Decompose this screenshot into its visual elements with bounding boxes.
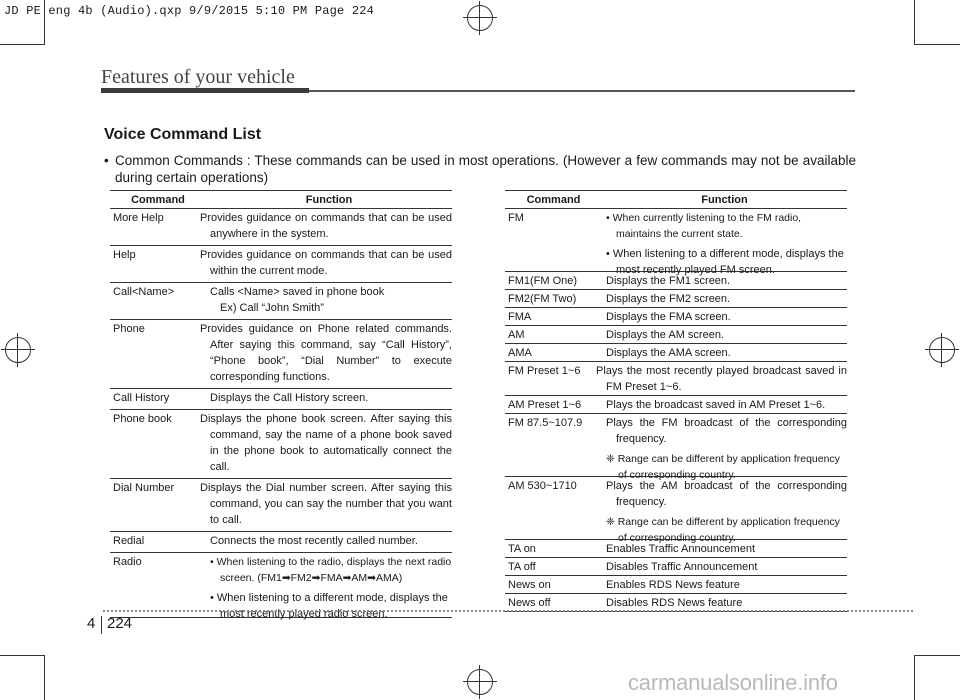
table-header	[505, 190, 847, 209]
function-text: Calls <Name> saved in phone book	[210, 286, 385, 298]
function-cell: Displays the Dial number screen. After saying this command, you can say the number that you want to call.	[200, 482, 452, 526]
command-cell: AM 530~1710	[508, 480, 577, 492]
command-cell: FM2(FM Two)	[508, 293, 577, 305]
command-cell: Radio	[113, 556, 142, 568]
function-cell: Plays the broadcast saved in AM Preset 1~6.	[606, 399, 826, 411]
registration-mark-icon	[1, 333, 35, 367]
function-cell: Displays the FM2 screen.	[606, 293, 731, 305]
command-cell: FM	[508, 212, 524, 224]
crop-mark	[915, 655, 960, 656]
table-row	[505, 396, 847, 414]
function-cell	[602, 414, 847, 481]
watermark: carmanualsonline.info	[628, 670, 838, 695]
command-cell: FM 87.5~107.9	[508, 417, 583, 429]
function-cell	[602, 477, 847, 544]
function-cell: Enables Traffic Announcement	[606, 543, 756, 555]
crop-mark	[914, 655, 915, 700]
function-text: Plays the AM broadcast of the corresponding frequency.	[606, 480, 847, 508]
function-text: Plays the FM broadcast of the corresponding frequency.	[606, 417, 847, 445]
header-function: Function	[701, 193, 748, 206]
table-row	[505, 362, 847, 396]
command-cell: AM	[508, 329, 525, 341]
command-cell: TA off	[508, 561, 536, 573]
function-cell: Disables RDS News feature	[606, 597, 743, 609]
command-cell: TA on	[508, 543, 536, 555]
function-cell: Provides guidance on Phone related commands. After saying this command, say “Call History”, “Phone book”, “Dial Number” to execute corresponding functions.	[200, 323, 452, 383]
file-header: JD PE eng 4b (Audio).qxp 9/9/2015 5:10 PM Page 224	[4, 4, 375, 18]
function-cell: Enables RDS News feature	[606, 579, 740, 591]
page-number-value: 224	[107, 615, 133, 632]
frequency-note: ❈ Range can be different by application frequency of corresponding country.	[606, 453, 840, 481]
table-row	[505, 209, 847, 276]
header-command: Command	[526, 193, 581, 206]
crop-mark	[915, 44, 960, 45]
function-bullet: • When listening to the radio, displays the next radio screen. (FM1➡FM2➡FMA➡AM➡AMA)	[210, 556, 452, 584]
function-cell: Disables Traffic Announcement	[606, 561, 758, 573]
bullet-icon: •	[104, 153, 109, 168]
right-command-table	[505, 190, 847, 612]
section-bar	[101, 88, 309, 93]
table-row	[505, 414, 847, 481]
function-cell: Displays the FM1 screen.	[606, 275, 731, 287]
function-cell: Provides guidance on commands that can be used anywhere in the system.	[200, 212, 452, 240]
registration-mark-icon	[463, 665, 497, 699]
command-cell: Phone	[113, 323, 145, 335]
crop-mark	[914, 0, 915, 45]
table-row	[110, 479, 452, 532]
page-heading: Voice Command List	[104, 126, 262, 143]
command-cell: Call<Name>	[113, 286, 175, 298]
function-bullet: • When listening to a different mode, displays the most recently played radio screen.	[210, 592, 448, 620]
chapter-number: 4	[87, 615, 96, 632]
crop-mark	[0, 655, 45, 656]
table-row	[505, 540, 847, 558]
command-cell: FM1(FM One)	[508, 275, 578, 287]
table-row	[110, 389, 452, 410]
command-cell: More Help	[113, 212, 164, 224]
function-cell: Provides guidance on commands that can be used within the current mode.	[200, 249, 452, 277]
registration-mark-icon	[463, 1, 497, 35]
command-cell: Dial Number	[113, 482, 175, 494]
function-cell: Displays the AM screen.	[606, 329, 724, 341]
table-row	[505, 477, 847, 544]
function-cell: Plays the most recently played broadcast saved in FM Preset 1~6.	[596, 365, 847, 393]
intro-paragraph	[104, 152, 856, 186]
table-row	[505, 326, 847, 344]
command-cell: News off	[508, 597, 551, 609]
left-command-table	[110, 190, 452, 618]
command-cell: Phone book	[113, 413, 172, 425]
command-cell: News on	[508, 579, 551, 591]
table-row	[110, 283, 452, 320]
table-row	[110, 532, 452, 553]
function-bullet: • When listening to a different mode, displays the most recently played FM screen.	[606, 248, 844, 276]
table-header	[110, 190, 452, 209]
table-row	[505, 272, 847, 290]
command-cell: FM Preset 1~6	[508, 365, 581, 377]
table-row	[505, 344, 847, 362]
command-cell: Call History	[113, 392, 170, 404]
section-title: Features of your vehicle	[101, 66, 295, 88]
table-row	[110, 209, 452, 246]
section-rule	[309, 90, 855, 92]
function-cell	[206, 553, 452, 620]
footer-rule	[103, 610, 913, 612]
table-row	[505, 290, 847, 308]
table-row	[505, 558, 847, 576]
function-cell: Displays the phone book screen. After saying this command, say the name of a phone book saved in the phone book to automatically connect the call.	[200, 413, 452, 473]
table-row	[110, 410, 452, 479]
table-row	[505, 308, 847, 326]
header-function: Function	[305, 193, 353, 206]
table-row	[110, 246, 452, 283]
command-cell: AM Preset 1~6	[508, 399, 582, 411]
function-cell: Displays the FMA screen.	[606, 311, 731, 323]
function-cell	[206, 283, 452, 319]
function-bullet: • When currently listening to the FM radio, maintains the current state.	[606, 212, 802, 240]
function-cell	[602, 209, 847, 276]
function-cell: Displays the AMA screen.	[606, 347, 731, 359]
table-row	[505, 576, 847, 594]
registration-mark-icon	[925, 333, 959, 367]
intro-text: Common Commands : These commands can be used in most operations. (However a few commands may not be available during certain operations)	[115, 153, 856, 185]
function-cell: Displays the Call History screen.	[210, 392, 369, 404]
command-cell: AMA	[508, 347, 532, 359]
crop-mark	[44, 655, 45, 700]
page-number-divider	[101, 616, 102, 634]
table-row	[110, 553, 452, 618]
header-command: Command	[131, 193, 185, 206]
command-cell: FMA	[508, 311, 532, 323]
table-row	[110, 320, 452, 389]
function-cell: Connects the most recently called number.	[210, 535, 418, 547]
page-number	[87, 615, 133, 632]
function-example: Ex) Call “John Smith”	[220, 302, 324, 314]
command-cell: Help	[113, 249, 136, 261]
crop-mark	[0, 44, 45, 45]
command-cell: Redial	[113, 535, 145, 547]
frequency-note: ❈ Range can be different by application frequency of corresponding country.	[606, 516, 840, 544]
